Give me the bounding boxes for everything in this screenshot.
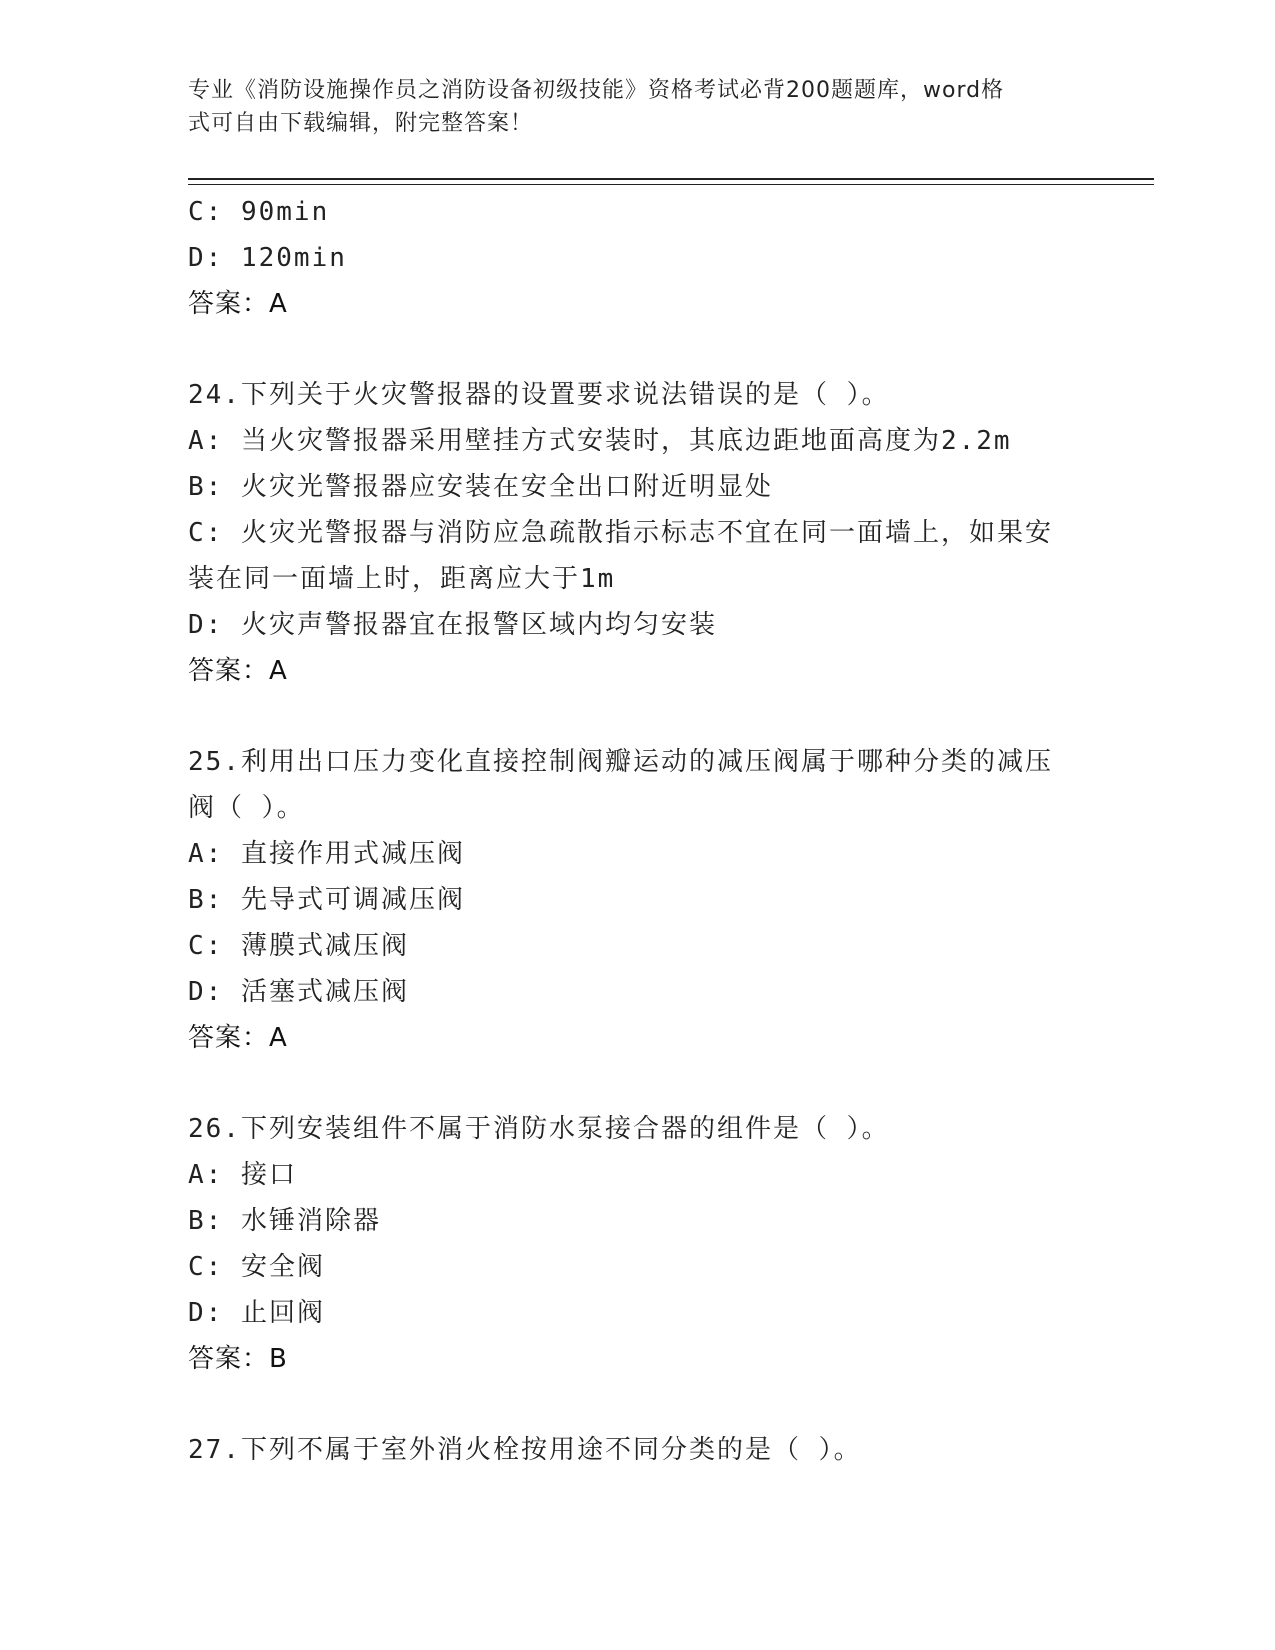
option-c: C: 安全阀 bbox=[188, 1252, 325, 1282]
spacer bbox=[188, 694, 1088, 739]
question-title-continued: 阀（ ）。 bbox=[188, 793, 305, 823]
question-title: 27.下列不属于室外消火栓按用途不同分类的是（ ）。 bbox=[188, 1435, 862, 1465]
header-line-2: 式可自由下载编辑，附完整答案！ bbox=[188, 111, 534, 136]
question-26 bbox=[188, 1106, 1088, 1382]
option-d: D: 火灾声警报器宜在报警区域内均匀安装 bbox=[188, 610, 717, 640]
option-d: D: 活塞式减压阀 bbox=[188, 977, 409, 1007]
header-divider-thick bbox=[188, 178, 1154, 180]
question-title: 24.下列关于火灾警报器的设置要求说法错误的是（ ）。 bbox=[188, 380, 890, 410]
header-line-1: 专业《消防设施操作员之消防设备初级技能》资格考试必背200题题库，word格 bbox=[188, 78, 1005, 103]
spacer bbox=[188, 327, 1088, 372]
answer-line: 答案：B bbox=[188, 1344, 288, 1374]
question-24 bbox=[188, 372, 1088, 694]
answer-line: 答案：A bbox=[188, 1023, 288, 1053]
option-c-continued: 装在同一面墙上时，距离应大于1m bbox=[188, 564, 616, 594]
option-c: C: 火灾光警报器与消防应急疏散指示标志不宜在同一面墙上，如果安 bbox=[188, 518, 1053, 548]
option-c: C: 90min bbox=[188, 197, 330, 227]
option-d: D: 止回阀 bbox=[188, 1298, 325, 1328]
question-list bbox=[188, 189, 1088, 1473]
option-a: A: 直接作用式减压阀 bbox=[188, 839, 465, 869]
option-b: B: 火灾光警报器应安装在安全出口附近明显处 bbox=[188, 472, 773, 502]
option-a: A: 接口 bbox=[188, 1160, 297, 1190]
spacer bbox=[188, 1382, 1088, 1427]
question-27 bbox=[188, 1427, 1088, 1473]
question-25 bbox=[188, 739, 1088, 1061]
question-title: 25.利用出口压力变化直接控制阀瓣运动的减压阀属于哪种分类的减压 bbox=[188, 747, 1053, 777]
answer-line: 答案：A bbox=[188, 289, 288, 319]
option-a: A: 当火灾警报器采用壁挂方式安装时，其底边距地面高度为2.2m bbox=[188, 426, 1012, 456]
answer-line: 答案：A bbox=[188, 656, 288, 686]
option-c: C: 薄膜式减压阀 bbox=[188, 931, 409, 961]
option-b: B: 先导式可调减压阀 bbox=[188, 885, 465, 915]
spacer bbox=[188, 1061, 1088, 1106]
option-b: B: 水锤消除器 bbox=[188, 1206, 381, 1236]
question-title: 26.下列安装组件不属于消防水泵接合器的组件是（ ）。 bbox=[188, 1114, 890, 1144]
page-header bbox=[188, 74, 1078, 140]
header-divider-thin bbox=[188, 184, 1154, 185]
option-d: D: 120min bbox=[188, 243, 347, 273]
question-23-tail bbox=[188, 189, 1088, 327]
